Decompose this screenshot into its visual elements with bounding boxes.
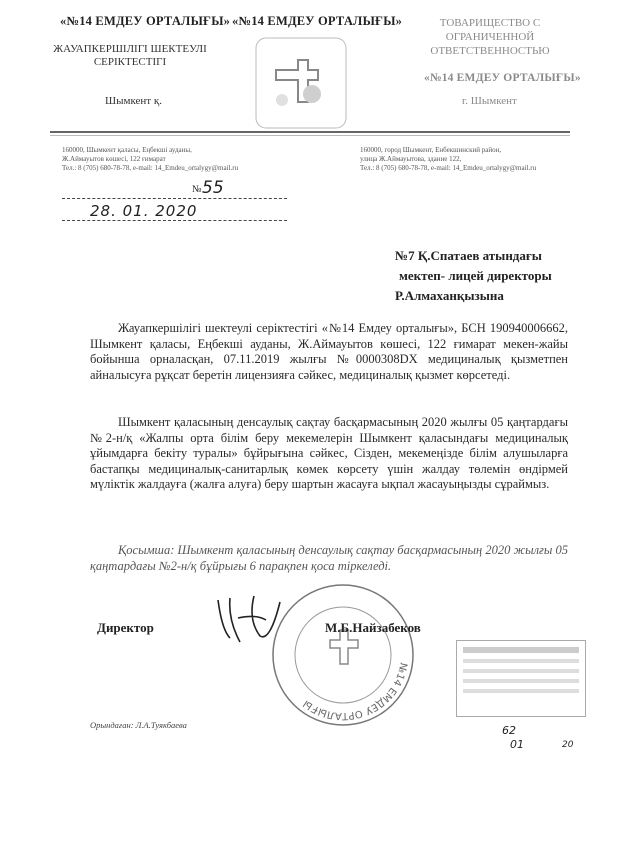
recipient-line-1: №7 Қ.Спатаев атындағы bbox=[395, 248, 542, 263]
recipient-line-2: мектеп- лицей директоры bbox=[399, 268, 552, 283]
signature-name: М.Б.Найзабеков bbox=[325, 620, 421, 635]
body-paragraph-2: Шымкент қаласының денсаулық сақтау басқармасының 2020 жылғы 05 қаңтардағы №2-н/қ «Жалпы орта білім беру мекемелерін Шымкент қаласындағы медициналық ұйымдарға бекіту туралы» бұйрығына сәйкес, Сізден, мекемеңізде білім алушыларға бастапқы медициналық-санитарлық көмек көрсету үшін жалдау төлемін өндірмей мүліктік жалдауға (жалға алуға) беру шартын жасауға ықпал жасауыңызды сұраймыз. bbox=[90, 415, 568, 491]
header-divider bbox=[50, 131, 570, 133]
header-left-city: Шымкент қ. bbox=[105, 95, 162, 107]
registration-number: 62 bbox=[502, 724, 516, 737]
header-left-company-type: ЖАУАПКЕРШІЛІГІ ШЕКТЕУЛІ СЕРІКТЕСТІГІ bbox=[53, 43, 207, 68]
outgoing-number bbox=[62, 180, 287, 200]
handwritten-signature bbox=[208, 590, 288, 650]
header-right-org-name: «№14 ЕМДЕУ ОРТАЛЫҒЫ» bbox=[424, 72, 581, 84]
round-stamp bbox=[268, 580, 418, 730]
body-paragraph-1: Жауапкершілігі шектеулі серіктестігі «№14 Емдеу орталығы», БСН 190940006662, Шымкент қаласы, Еңбекші ауданы, Ж.Аймауытов көшесі, 122 ғимарат мекен-жайы бойынша орналасқан, 07.11.2019 жылғы №0000308DX медициналық қызметпен айналысуға рұқсат беретін лицензияға сәйкес, медициналық қызмет көрсетеді. bbox=[90, 321, 568, 382]
stamp-text: №14 ЕМДЕУ ОРТАЛЫҒЫ bbox=[301, 661, 409, 722]
header-right-address: 160000, город Шымкент, Енбекшинский район, улица Ж.Аймауытова, здание 122, Тел.: 8 (705) 680-78-78, e-mail: 14_Emdeu_ortalygy@mail.ru bbox=[360, 146, 537, 172]
executor: Орындаған: Л.А.Туякбаева bbox=[90, 720, 187, 730]
signature-title: Директор bbox=[97, 620, 154, 635]
header-right-city: г. Шымкент bbox=[462, 95, 517, 107]
outgoing-number-prefix: № bbox=[192, 184, 202, 195]
outgoing-date bbox=[62, 202, 287, 222]
header-left-address: 160000, Шымкент қаласы, Еңбекші ауданы, Ж.Аймауытов көшесі, 122 ғимарат Тел.: 8 (705) 680-78-78, e-mail: 14_Emdeu_ortalygy@mail.ru bbox=[62, 146, 239, 172]
header-center-org-name: «№14 ЕМДЕУ ОРТАЛЫҒЫ» bbox=[232, 14, 403, 28]
header-divider-thin bbox=[50, 135, 570, 136]
outgoing-number-value: 55 bbox=[202, 178, 224, 198]
registration-stamp bbox=[456, 640, 586, 717]
header-left-org-name: «№14 ЕМДЕУ ОРТАЛЫҒЫ» bbox=[60, 14, 231, 28]
clinic-logo bbox=[252, 34, 350, 132]
registration-year: 20 bbox=[562, 740, 574, 750]
recipient-block bbox=[395, 246, 552, 306]
registration-date: 01 bbox=[510, 738, 524, 751]
header-right-company-type: ТОВАРИЩЕСТВО С ОГРАНИЧЕННОЙ ОТВЕТСТВЕННОСТЬЮ bbox=[430, 17, 550, 57]
recipient-line-3: Р.Алмаханқызына bbox=[395, 288, 504, 303]
body-attachment: Қосымша: Шымкент қаласының денсаулық сақтау басқармасының 2020 жылғы 05 қаңтардағы №2-н/қ бұйрығы 6 парақпен қоса тіркеледі. bbox=[90, 543, 568, 573]
outgoing-date-value: 28. 01. 2020 bbox=[90, 202, 198, 220]
